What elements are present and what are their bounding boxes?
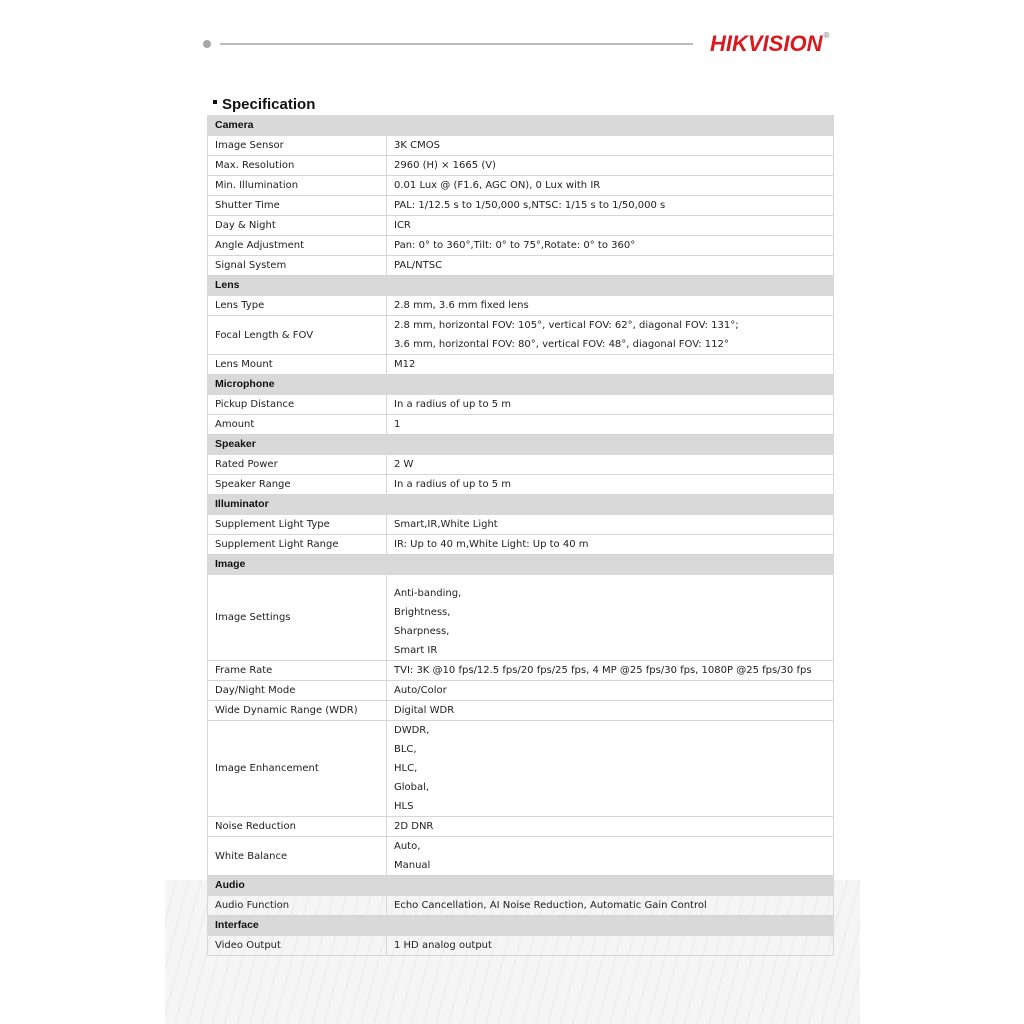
specification-table-body [208, 116, 834, 956]
category-label: Speaker [208, 435, 834, 455]
spec-row [208, 535, 834, 555]
spec-value-line: In a radius of up to 5 m [394, 479, 512, 490]
spec-value-line: 2D DNR [394, 821, 434, 832]
spec-value [387, 896, 834, 916]
spec-key: Day & Night [208, 216, 387, 236]
spec-value-line: Pan: 0° to 360°,Tilt: 0° to 75°,Rotate: 0° to 360° [394, 240, 636, 251]
spec-row [208, 156, 834, 176]
spec-value [387, 475, 834, 495]
spec-value-line: Global, [394, 782, 430, 793]
spec-key: Image Sensor [208, 136, 387, 156]
spec-row [208, 196, 834, 216]
header-rule [220, 43, 693, 45]
brand-mark: ® [823, 31, 830, 40]
spec-value [387, 176, 834, 196]
document-page [165, 0, 860, 1024]
spec-value [387, 196, 834, 216]
spec-row [208, 515, 834, 535]
spec-value-line: TVI: 3K @10 fps/12.5 fps/20 fps/25 fps, 4 MP @25 fps/30 fps, 1080P @25 fps/30 fps [394, 665, 812, 676]
category-row [208, 555, 834, 575]
spec-value-line: DWDR, [394, 725, 430, 736]
spec-value-line: BLC, [394, 744, 417, 755]
spec-value [387, 936, 834, 956]
spec-row [208, 316, 834, 355]
header-dot [203, 40, 211, 48]
spec-key: Lens Type [208, 296, 387, 316]
spec-key: Min. Illumination [208, 176, 387, 196]
spec-value-line: 2 W [394, 459, 414, 470]
spec-value [387, 256, 834, 276]
category-row [208, 435, 834, 455]
spec-value-line: Echo Cancellation, AI Noise Reduction, Automatic Gain Control [394, 900, 707, 911]
spec-row [208, 296, 834, 316]
spec-row [208, 896, 834, 916]
spec-value-line: Auto/Color [394, 685, 447, 696]
category-row [208, 375, 834, 395]
spec-value [387, 837, 834, 876]
hikvision-logo [710, 31, 829, 57]
spec-row [208, 176, 834, 196]
spec-key: Rated Power [208, 455, 387, 475]
spec-value-line: Anti-banding, [394, 588, 462, 599]
category-row [208, 916, 834, 936]
spec-value [387, 355, 834, 375]
spec-value-line: Sharpness, [394, 626, 450, 637]
heading-bullet [213, 100, 217, 104]
spec-key: Audio Function [208, 896, 387, 916]
spec-value [387, 216, 834, 236]
category-label: Microphone [208, 375, 834, 395]
spec-value-line: 1 [394, 419, 401, 430]
spec-row [208, 475, 834, 495]
spec-value-line: HLS [394, 801, 414, 812]
spec-row [208, 837, 834, 876]
spec-key: Amount [208, 415, 387, 435]
spec-value [387, 156, 834, 176]
spec-value-line: 2.8 mm, 3.6 mm fixed lens [394, 300, 529, 311]
spec-row [208, 415, 834, 435]
spec-key: Signal System [208, 256, 387, 276]
spec-value-line: 2.8 mm, horizontal FOV: 105°, vertical FOV: 62°, diagonal FOV: 131°; [394, 320, 739, 331]
specification-table [207, 115, 834, 956]
spec-value [387, 681, 834, 701]
spec-key: Angle Adjustment [208, 236, 387, 256]
spec-value-line: 3K CMOS [394, 140, 440, 151]
specification-heading [213, 96, 315, 113]
spec-key: White Balance [208, 837, 387, 876]
spec-value-line: 3.6 mm, horizontal FOV: 80°, vertical FOV: 48°, diagonal FOV: 112° [394, 339, 729, 350]
spec-value-line: In a radius of up to 5 m [394, 399, 512, 410]
spec-value-line: PAL: 1/12.5 s to 1/50,000 s,NTSC: 1/15 s to 1/50,000 s [394, 200, 666, 211]
spec-key: Max. Resolution [208, 156, 387, 176]
spec-value-line: 1 HD analog output [394, 940, 492, 951]
spec-key: Shutter Time [208, 196, 387, 216]
spec-value-line: Smart IR [394, 645, 438, 656]
spec-row [208, 216, 834, 236]
spec-key: Day/Night Mode [208, 681, 387, 701]
spec-value [387, 395, 834, 415]
spec-value-line: Smart,IR,White Light [394, 519, 498, 530]
spec-value [387, 415, 834, 435]
spec-value [387, 701, 834, 721]
spec-key: Speaker Range [208, 475, 387, 495]
spec-row [208, 701, 834, 721]
category-row [208, 495, 834, 515]
spec-key: Focal Length & FOV [208, 316, 387, 355]
spec-row [208, 455, 834, 475]
spec-key: Video Output [208, 936, 387, 956]
spec-row [208, 681, 834, 701]
spec-value [387, 316, 834, 355]
spec-value [387, 575, 834, 661]
spec-row [208, 355, 834, 375]
spec-key: Noise Reduction [208, 817, 387, 837]
spec-value-line: Auto, [394, 841, 421, 852]
spec-key: Frame Rate [208, 661, 387, 681]
category-label: Image [208, 555, 834, 575]
category-row [208, 116, 834, 136]
spec-row [208, 575, 834, 661]
spec-row [208, 236, 834, 256]
brand-name: HIKVISION [710, 31, 823, 56]
spec-value [387, 455, 834, 475]
category-label: Camera [208, 116, 834, 136]
spec-key: Supplement Light Range [208, 535, 387, 555]
spec-value-line: Digital WDR [394, 705, 455, 716]
spec-value-line: 0.01 Lux @ (F1.6, AGC ON), 0 Lux with IR [394, 180, 601, 191]
spec-value [387, 515, 834, 535]
spec-value-line: ICR [394, 220, 411, 231]
category-row [208, 876, 834, 896]
spec-key: Supplement Light Type [208, 515, 387, 535]
spec-value [387, 136, 834, 156]
spec-row [208, 721, 834, 817]
spec-row [208, 936, 834, 956]
category-label: Interface [208, 916, 834, 936]
spec-key: Image Enhancement [208, 721, 387, 817]
category-label: Lens [208, 276, 834, 296]
spec-value-line: Manual [394, 860, 431, 871]
spec-value-line: PAL/NTSC [394, 260, 443, 271]
category-row [208, 276, 834, 296]
spec-key: Image Settings [208, 575, 387, 661]
spec-row [208, 136, 834, 156]
spec-value-line: IR: Up to 40 m,White Light: Up to 40 m [394, 539, 589, 550]
spec-row [208, 256, 834, 276]
spec-value [387, 296, 834, 316]
spec-key: Wide Dynamic Range (WDR) [208, 701, 387, 721]
spec-value-line: 2960 (H) × 1665 (V) [394, 160, 496, 171]
spec-row [208, 395, 834, 415]
spec-value-line: Brightness, [394, 607, 451, 618]
spec-value [387, 535, 834, 555]
spec-value-line: M12 [394, 359, 416, 370]
spec-value [387, 236, 834, 256]
spec-row [208, 661, 834, 681]
spec-row [208, 817, 834, 837]
spec-key: Pickup Distance [208, 395, 387, 415]
spec-value-line: HLC, [394, 763, 418, 774]
spec-key: Lens Mount [208, 355, 387, 375]
category-label: Illuminator [208, 495, 834, 515]
spec-value [387, 721, 834, 817]
category-label: Audio [208, 876, 834, 896]
specification-title: Specification [222, 96, 316, 113]
spec-value [387, 661, 834, 681]
spec-value [387, 817, 834, 837]
